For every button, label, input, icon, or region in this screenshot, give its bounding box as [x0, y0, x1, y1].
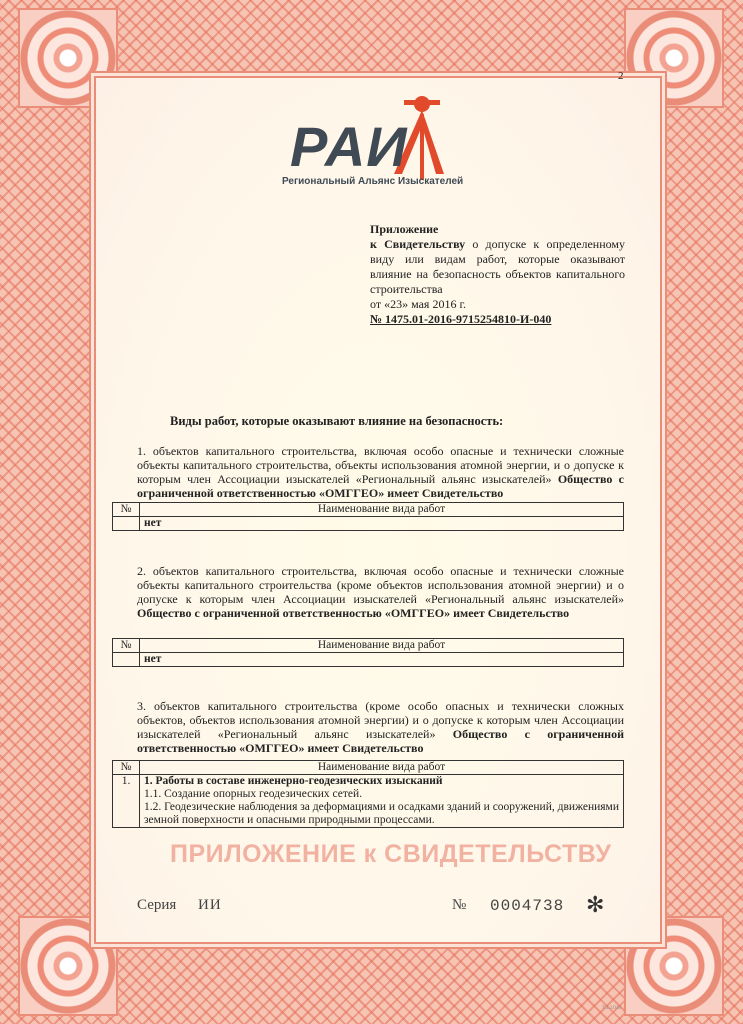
page-number: 2 — [618, 70, 624, 82]
serial-number-value: 0004738 — [490, 897, 565, 915]
watermark-stamp: ПРИЛОЖЕНИЕ к СВИДЕТЕЛЬСТВУ — [170, 840, 612, 868]
row-name — [140, 653, 624, 667]
section-text: 3. объектов капитального строительства (кроме особо опасных и технически сложных объектов, объектов использования атомной энергии) и о допуске к которым член Ассоциации изыскателей «Региональный альянс изыскателей» — [137, 699, 624, 741]
section-text: 1. объектов капитального строительства, включая особо опасные и технически сложные объекты капитального строительства, объекты использования атомной энергии, и о допуске к которым член Ассоциации изыскателей «Региональный альянс изыскателей» — [137, 444, 624, 486]
row-name — [140, 517, 624, 531]
table-header-row — [113, 761, 624, 775]
col-name-header: Наименование вида работ — [140, 761, 624, 775]
work-group-title-text: 1. Работы в составе инженерно-геодезических изысканий — [144, 775, 443, 787]
table-row — [113, 653, 624, 667]
appendix-date: от «23» мая 2016 г. — [370, 297, 467, 311]
appendix-text: о допуске к определенному виду или видам работ, которые оказывают влияние на безопасность объектов капитального строительства — [370, 237, 625, 296]
table-header-row — [113, 503, 624, 517]
table-header-row — [113, 639, 624, 653]
series-label: Серия — [137, 897, 177, 913]
works-heading: Виды работ, которые оказывают влияние на безопасность: — [170, 414, 504, 428]
table-row — [113, 517, 624, 531]
section-company: Общество с ограниченной ответственностью «ОМГГЕО» имеет Свидетельство — [137, 472, 625, 500]
col-number-header: № — [113, 503, 140, 517]
series-value: ИИ — [198, 897, 222, 913]
section-1-text — [137, 444, 624, 500]
appendix-block — [370, 222, 625, 327]
row-number — [113, 653, 140, 667]
row-name-text: нет — [144, 517, 162, 529]
rai-logo — [282, 92, 462, 202]
section-text: 2. объектов капитального строительства, включая особо опасные и технически сложные объекты капитального строительства (кроме объектов использования атомной энергии) и о допуске к которым член Ассоциации изыскателей «Региональный альянс изыскателей» — [137, 564, 624, 606]
col-number-header: № — [113, 639, 140, 653]
logo-subtitle: Региональный Альянс Изыскателей — [282, 176, 464, 187]
col-name-header: Наименование вида работ — [140, 503, 624, 517]
work-item: 1.1. Создание опорных геодезических сетей. — [144, 788, 363, 800]
certificate-number: № 1475.01-2016-9715254810-И-040 — [370, 312, 552, 326]
section-company: Общество с ограниченной ответственностью «ОМГГЕО» имеет Свидетельство — [137, 727, 625, 755]
row-name — [140, 775, 624, 828]
works-table-1 — [112, 502, 624, 531]
print-mark: Т.3.2.016 — [602, 1006, 621, 1011]
serial-number-label: № — [452, 897, 467, 913]
appendix-description — [370, 237, 625, 297]
col-number-header: № — [113, 761, 140, 775]
table-row — [113, 775, 624, 828]
works-table-3 — [112, 760, 624, 828]
star-icon: ✻ — [586, 892, 605, 917]
work-group-title — [144, 775, 619, 788]
row-name-text: нет — [144, 653, 162, 665]
appendix-title: Приложение — [370, 222, 439, 236]
row-number: 1. — [113, 775, 140, 828]
appendix-certificate-label: к Свидетельству — [370, 237, 466, 251]
section-company: Общество с ограниченной ответственностью «ОМГГЕО» имеет Свидетельство — [137, 606, 570, 620]
col-name-header: Наименование вида работ — [140, 639, 624, 653]
section-3-text — [137, 699, 624, 755]
logo-text: РАИ — [290, 115, 408, 178]
row-number — [113, 517, 140, 531]
section-2-text — [137, 564, 624, 620]
work-item: 1.2. Геодезические наблюдения за деформациями и осадками зданий и сооружений, движениями земной поверхности и опасными природными процессами. — [144, 801, 619, 826]
works-table-2 — [112, 638, 624, 667]
